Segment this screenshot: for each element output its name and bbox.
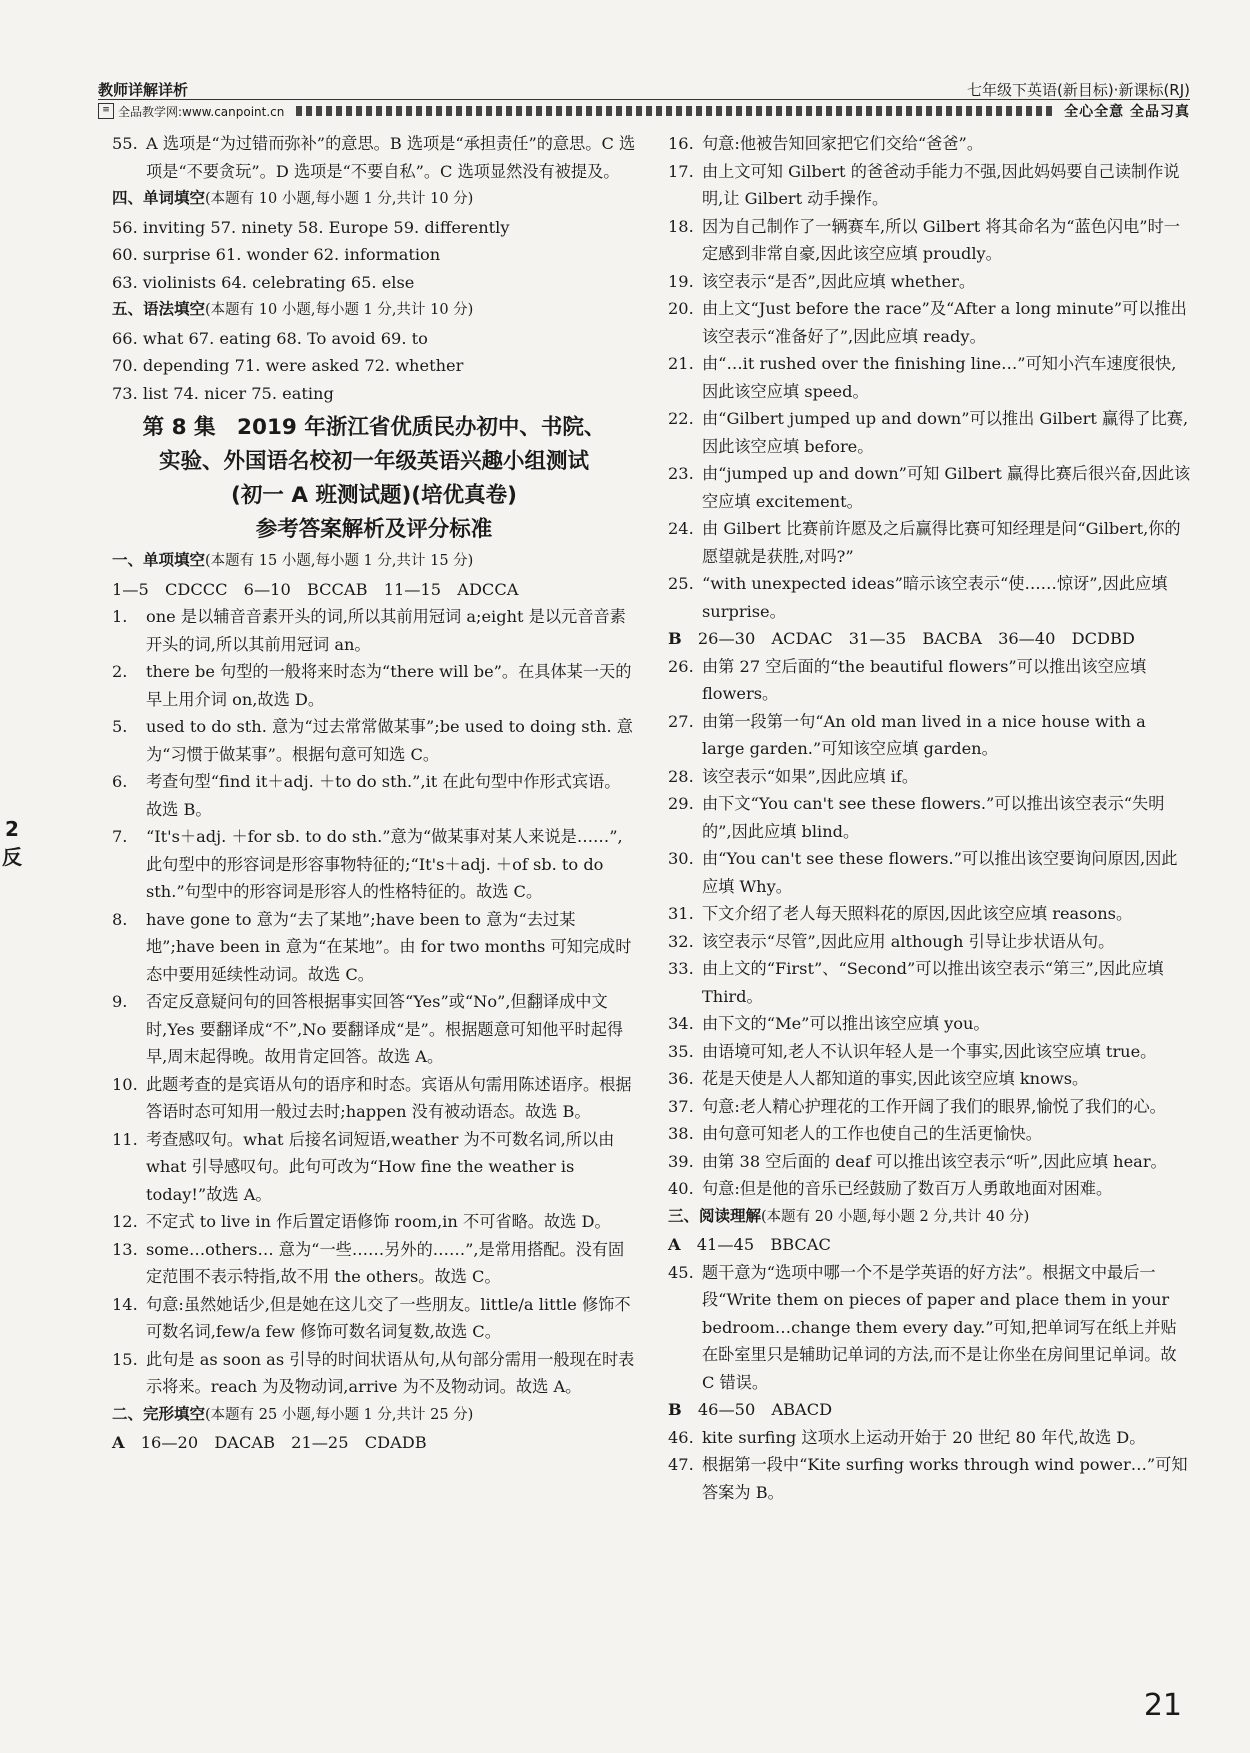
part-label: A [668,1235,681,1254]
answer-item [112,768,636,823]
item-text: some…others… 意为“一些……另外的……”,是常用搭配。没有固定范围不表示特指,故不用 the others。故选 C。 [146,1239,625,1286]
title-line: 实验、外国语名校初一年级英语兴趣小组测试 [158,449,589,474]
item-text: 由下文的“Me”可以推出该空应填 you。 [702,1014,990,1033]
item-text: used to do sth. 意为“过去常常做某事”;be used to doing sth. 意为“习惯于做某事”。根据句意可知选 C。 [146,717,633,764]
item-number: 32. [668,931,694,951]
answer-item [112,658,636,713]
answer-list [668,1259,1192,1397]
item-number: 33. [668,959,694,978]
answer-row: 1—5 CDCCC 6—10 BCCAB 11—15 ADCCA [112,579,519,599]
answer-item [668,1175,1192,1203]
answer-text: 46—50 ABACD [697,1400,833,1419]
page-header [98,78,1190,100]
answer-text: 41—45 BBCAC [696,1235,831,1254]
item-text: 句意:虽然她话少,但是她在这儿交了一些朋友。little/a little 修饰不可数名词,few/a few 修饰可数名词复数,故选 C。 [146,1294,631,1341]
answer-row: 56. inviting 57. ninety 58. Europe 59. differently [112,217,510,237]
section-note: (本题有 10 小题,每小题 1 分,共计 10 分) [205,191,474,207]
item-text: one 是以辅音音素开头的词,所以其前用冠词 a;eight 是以元音音素开头的词,所以其前用冠词 an。 [146,607,626,654]
part-label: B [668,629,682,648]
answer-row [668,1231,1192,1259]
item-number: 29. [668,794,694,813]
item-text: “with unexpected ideas”暗示该空表示“使……惊讶”,因此应填 surprise。 [702,574,1168,621]
answer-item [668,1120,1192,1148]
answer-row [668,625,1192,653]
part-label: A [112,1433,125,1452]
item-number: 9. [112,992,128,1011]
item-text: “It's＋adj. ＋for sb. to do sth.”意为“做某事对某人来说是……”,此句型中的形容词是形容事物特征的;“It's＋adj. ＋of sb. to do sth.”句型中的形容词是形容人的性格特征的。故选 C。 [146,827,623,901]
header-right: 七年级下英语(新目标)·新课标(RJ) [966,80,1190,99]
section-note: (本题有 15 小题,每小题 1 分,共计 15 分) [205,553,474,569]
item-text: 由“…it rushed over the finishing line…”可知小汽车速度很快,因此该空应填 speed。 [702,354,1177,401]
answer-item [668,295,1192,350]
answer-item [668,1010,1192,1038]
item-text: 该空表示“如果”,因此应填 if。 [702,766,919,786]
answer-item [668,515,1192,570]
item-number: 28. [668,766,694,786]
section-title: 三、阅读理解 [668,1206,762,1225]
item-text: 考查句型“find it＋adj. ＋to do sth.”,it 在此句型中作形式宾语。故选 B。 [146,772,621,819]
item-number: 1. [112,607,128,626]
title-line: 参考答案解析及评分标准 [255,517,493,542]
answer-row: 70. depending 71. were asked 72. whether [112,356,464,375]
item-number: 2. [112,662,128,681]
item-text: 由句意可知老人的工作也使自己的生活更愉快。 [702,1124,1042,1143]
part-label: B [668,1400,682,1419]
item-text: 此题考查的是宾语从句的语序和时态。宾语从句需用陈述语序。根据答语时态可知用一般过去时;happen 没有被动语态。故选 B。 [146,1074,632,1121]
item-number: 26. [668,656,694,676]
item-text: 考查感叹句。what 后接名词短语,weather 为不可数名词,所以由 what 引导感叹句。此句可改为“How fine the weather is today!”故选 A。 [146,1129,615,1204]
answer-row [668,1396,1192,1424]
item-text: 不定式 to live in 作后置定语修饰 room,in 不可省略。故选 D。 [146,1212,611,1231]
left-column [112,130,636,1457]
item-text: 句意:老人精心护理花的工作开阔了我们的眼界,愉悦了我们的心。 [702,1096,1166,1116]
item-text: 由第 38 空后面的 deaf 可以推出该空表示“听”,因此应填 hear。 [702,1151,1167,1171]
answer-list [668,1424,1192,1507]
answer-item [668,708,1192,763]
section-heading [668,1203,1192,1232]
answer-item [668,1451,1192,1506]
answer-item [668,763,1192,791]
answer-item [668,1093,1192,1121]
answer-row: 60. surprise 61. wonder 62. information [112,245,441,264]
title-line: (初一 A 班测试题)(培优真卷) [231,483,517,508]
right-column [668,130,1192,1506]
item-text: there be 句型的一般将来时态为“there will be”。在具体某一天的早上用介词 on,故选 D。 [146,662,632,709]
item-number: 46. [668,1427,694,1447]
section-title: 五、语法填空 [112,300,206,318]
answer-item [668,213,1192,268]
answer-item [668,845,1192,900]
answer-list [112,603,636,1401]
item-number: 34. [668,1014,694,1033]
decorative-stripes [296,106,1052,116]
answer-item [112,1208,636,1236]
item-number: 7. [112,827,128,846]
answer-item [668,130,1192,158]
item-text: 题干意为“选项中哪一个不是学英语的好方法”。根据文中最后一段“Write them on pieces of paper and place them in your bedroom…change them every day.”可知,把单词写在纸上并贴在卧室里只是辅助记单词的方法,而不是让你坐在房间里记单词。故 C 错误。 [702,1262,1177,1392]
section-note: (本题有 25 小题,每小题 1 分,共计 25 分) [205,1406,474,1423]
item-number: 27. [668,711,694,731]
item-number: 25. [668,574,694,593]
section-title: 二、完形填空 [112,1404,206,1423]
item-number: 45. [668,1262,694,1282]
item-number: 20. [668,299,694,318]
answer-list [668,130,1192,625]
item-text: 该空表示“是否”,因此应填 whether。 [702,271,976,291]
item-number: 39. [668,1151,694,1171]
item-text: 句意:他被告知回家把它们交给“爸爸”。 [702,134,984,153]
item-text: 由上文“Just before the race”及“After a long minute”可以推出该空表示“准备好了”,因此应填 ready。 [702,299,1187,346]
item-number: 22. [668,409,694,428]
page-number: 21 [1143,1688,1182,1723]
item-text: 该空表示“尽管”,因此应用 although 引导让步状语从句。 [702,931,1115,951]
item-number: 38. [668,1124,694,1143]
item-number: 36. [668,1069,694,1088]
side-label [0,815,24,871]
answer-item [668,955,1192,1010]
section-heading [112,547,636,576]
item-number: 16. [668,134,694,153]
brand-logo: 全心全意 全品习真 [1064,104,1190,120]
section-title: 一、单项填空 [112,551,206,569]
item-number: 37. [668,1096,694,1116]
answer-item [668,790,1192,845]
item-text: 句意:但是他的音乐已经鼓励了数百万人勇敢地面对困难。 [702,1179,1113,1198]
answer-text: 16—20 DACAB 21—25 CDADB [140,1433,427,1452]
answer-item [112,906,636,989]
document-title [112,411,636,547]
answer-item [112,130,636,185]
site-url: 全品教学网:www.canpoint.cn [118,104,285,119]
item-number: 35. [668,1041,694,1061]
section-heading [112,1401,636,1430]
item-text: 由“jumped up and down”可知 Gilbert 赢得比赛后很兴奋,因此该空应填 excitement。 [702,464,1191,511]
answer-item [112,713,636,768]
section-heading [112,185,636,214]
item-text: kite surfing 这项水上运动开始于 20 世纪 80 年代,故选 D。 [702,1427,1146,1447]
item-text: 由“Gilbert jumped up and down”可以推出 Gilbert 赢得了比赛,因此该空应填 before。 [702,409,1189,456]
item-number: 19. [668,271,694,291]
item-number: 24. [668,519,694,538]
item-number: 47. [668,1455,694,1474]
answer-text: 26—30 ACDAC 31—35 BACBA 36—40 DCDBD [697,629,1135,648]
answer-item [112,988,636,1071]
side-label-number: 2 [5,817,19,841]
answer-item [668,653,1192,708]
answer-item [668,900,1192,928]
answer-row [112,1429,636,1457]
answer-item [112,1126,636,1209]
item-text: 此句是 as soon as 引导的时间状语从句,从句部分需用一般现在时表示将来。reach 为及物动词,arrive 为不及物动词。故选 A。 [146,1349,635,1396]
item-text: 由上文的“First”、“Second”可以推出该空表示“第三”,因此应填 Third。 [702,959,1164,1006]
item-number: 31. [668,904,694,923]
book-icon: ≡ [98,103,114,119]
item-text: A 选项是“为过错而弥补”的意思。B 选项是“承担责任”的意思。C 选项是“不要贪玩”。D 选项是“不要自私”。C 选项显然没有被提及。 [146,134,636,181]
item-number: 12. [112,1212,138,1231]
item-text: have gone to 意为“去了某地”;have been to 意为“去过某地”;have been in 意为“在某地”。由 for two months 可知完成时态中要用延续性动词。故选 C。 [146,909,632,984]
answer-item [668,1038,1192,1066]
item-text: 由上文可知 Gilbert 的爸爸动手能力不强,因此妈妈要自己读制作说明,让 Gilbert 动手操作。 [702,161,1180,208]
answer-item [112,823,636,906]
item-number: 10. [112,1074,138,1094]
item-number: 23. [668,464,694,483]
answer-item [668,350,1192,405]
answer-item [668,460,1192,515]
answer-item [668,1065,1192,1093]
item-number: 11. [112,1129,138,1149]
answer-item [668,268,1192,296]
item-number: 14. [112,1294,138,1314]
item-number: 17. [668,161,694,181]
item-text: 否定反意疑问句的回答根据事实回答“Yes”或“No”,但翻译成中文时,Yes 要翻译成“不”,No 要翻译成“是”。根据题意可知他平时起得早,周末起得晚。故用肯定回答。故选 A。 [146,992,624,1066]
answer-item [668,158,1192,213]
item-text: 根据第一段中“Kite surfing works through wind power…”可知答案为 B。 [702,1455,1188,1502]
item-number: 8. [112,909,128,929]
answer-item [668,1259,1192,1397]
section-title: 四、单词填空 [112,189,206,207]
answer-item [112,1236,636,1291]
answer-item [112,1346,636,1401]
section-heading [112,296,636,325]
item-text: 因为自己制作了一辆赛车,所以 Gilbert 将其命名为“蓝色闪电”时一定感到非常自豪,因此该空应填 proudly。 [702,216,1180,263]
header-left: 教师详解详析 [98,80,189,99]
section-note: (本题有 10 小题,每小题 1 分,共计 10 分) [205,302,474,318]
answer-row: 66. what 67. eating 68. To avoid 69. to [112,328,428,348]
item-number: 21. [668,354,694,373]
item-number: 18. [668,216,694,236]
item-text: 由语境可知,老人不认识年轻人是一个事实,因此该空应填 true。 [702,1041,1157,1061]
answer-list [668,653,1192,1203]
item-text: 由下文“You can't see these flowers.”可以推出该空表示“失明的”,因此应填 blind。 [702,794,1165,841]
item-text: 由“You can't see these flowers.”可以推出该空要询问原因,因此应填 Why。 [702,849,1178,896]
item-text: 由第 27 空后面的“the beautiful flowers”可以推出该空应填 flowers。 [702,656,1147,703]
item-number: 40. [668,1179,694,1198]
item-number: 6. [112,772,128,791]
answer-row: 63. violinists 64. celebrating 65. else [112,272,415,292]
answer-row: 73. list 74. nicer 75. eating [112,383,334,403]
title-line: 第 8 集 2019 年浙江省优质民办初中、书院、 [142,415,606,440]
answer-item [668,1424,1192,1452]
item-number: 15. [112,1349,138,1369]
answer-item [668,405,1192,460]
answer-item [668,1148,1192,1176]
answer-item [112,603,636,658]
answer-item [668,928,1192,956]
item-number: 30. [668,849,694,868]
side-label-char: 反 [2,845,22,869]
answer-item [112,1071,636,1126]
item-number: 5. [112,717,128,736]
item-text: 花是天使是人人都知道的事实,因此该空应填 knows。 [702,1069,1089,1088]
item-text: 下文介绍了老人每天照料花的原因,因此该空应填 reasons。 [702,904,1133,923]
answer-item [112,1291,636,1346]
item-number: 13. [112,1239,138,1259]
item-text: 由 Gilbert 比赛前许愿及之后赢得比赛可知经理是问“Gilbert,你的愿望就是获胜,对吗?” [702,519,1181,566]
header-bar [98,99,1190,122]
item-number: 55. [112,134,138,153]
section-note: (本题有 20 小题,每小题 2 分,共计 40 分) [761,1208,1030,1225]
item-text: 由第一段第一句“An old man lived in a nice house with a large garden.”可知该空应填 garden。 [702,711,1146,758]
answer-item [668,570,1192,625]
site-info [98,103,284,120]
